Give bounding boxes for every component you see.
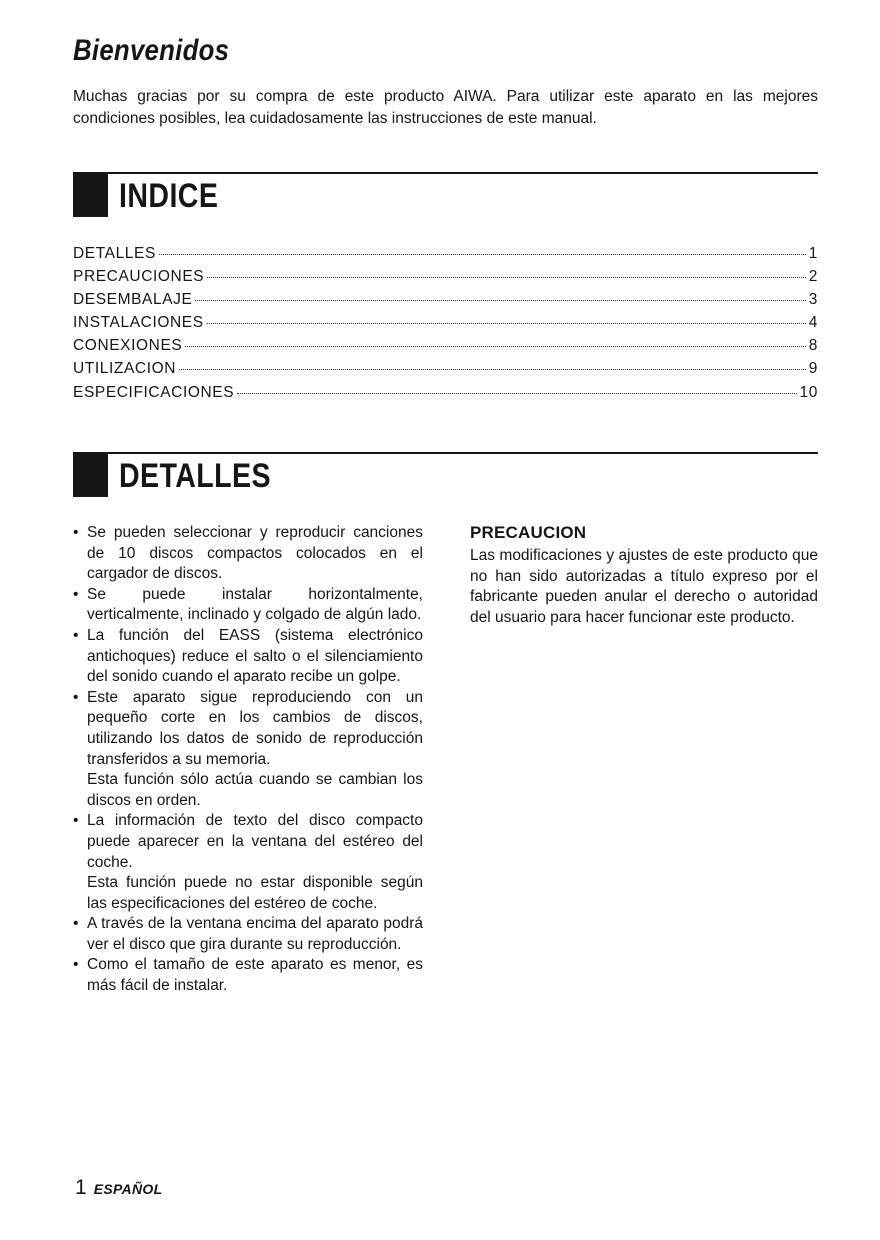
bullet-icon: • [73, 915, 79, 933]
bullet-icon: • [73, 524, 79, 541]
toc-entry-utilizacion[interactable] [73, 360, 818, 383]
page-number: 1 [75, 1176, 87, 1199]
toc-entry-page: 4 [808, 314, 818, 332]
feature-text: La función del EASS (sistema electrónico antichoques) reduce el salto o el silenciamiento del sonido cuando el aparato recibe un golpe. [87, 626, 423, 686]
welcome-title: Bienvenidos [73, 34, 230, 67]
toc-entry-label: PRECAUCIONES [73, 268, 205, 286]
bullet-icon: • [73, 956, 79, 974]
toc-entry-desembalaje[interactable] [73, 291, 818, 314]
welcome-text: Muchas gracias por su compra de este producto AIWA. Para utilizar este aparato en las mejores condiciones posibles, lea cuidadosamente las instrucciones de este manual. [73, 88, 818, 127]
toc-entry-page: 9 [808, 360, 818, 378]
index-rule [73, 172, 818, 174]
toc-entry-page: 8 [808, 337, 818, 355]
toc-leader-dots [185, 346, 805, 347]
toc-entry-especificaciones[interactable] [73, 384, 818, 407]
page-footer [75, 1176, 162, 1200]
caution-title: PRECAUCION [470, 523, 587, 542]
toc-entry-detalles[interactable] [73, 245, 818, 268]
list-item [73, 585, 423, 626]
table-of-contents [73, 245, 818, 407]
toc-entry-label: DETALLES [73, 245, 156, 262]
toc-entry-conexiones[interactable] [73, 337, 818, 360]
language-label: ESPAÑOL [93, 1181, 163, 1197]
list-item [73, 955, 423, 996]
feature-text: La información de texto del disco compacto puede aparecer en la ventana del estéreo del coche. [87, 812, 423, 871]
toc-entry-page: 2 [808, 268, 818, 286]
toc-entry-precauciones[interactable] [73, 268, 818, 291]
list-item [73, 523, 423, 585]
features-list [73, 523, 423, 997]
toc-leader-dots [237, 393, 796, 394]
toc-entry-label: DESEMBALAJE [73, 291, 193, 309]
bullet-icon: • [73, 626, 79, 644]
toc-entry-label: CONEXIONES [73, 337, 183, 355]
caution-text: Las modificaciones y ajustes de este producto que no han sido autorizadas a título expreso por el fabricante pueden anular el derecho o autoridad del usuario para hacer funcionar este producto. [470, 547, 818, 626]
bullet-icon: • [73, 812, 79, 830]
feature-text: Este aparato sigue reproduciendo con un pequeño corte en los cambios de discos, utilizando los datos de sonido de reproducción transferidos a su memoria. [87, 688, 423, 768]
feature-text: A través de la ventana encima del aparato podrá ver el disco que gira durante su reproducción. [87, 915, 423, 953]
toc-entry-page: 3 [808, 291, 818, 309]
bullet-icon: • [73, 585, 79, 603]
feature-note: Esta función sólo actúa cuando se cambian los discos en orden. [87, 771, 423, 809]
toc-entry-label: INSTALACIONES [73, 314, 204, 332]
details-title: DETALLES [119, 457, 271, 495]
toc-leader-dots [179, 369, 806, 370]
toc-entry-page: 10 [799, 383, 818, 401]
details-rule [73, 452, 818, 454]
toc-leader-dots [159, 254, 806, 255]
index-title: INDICE [119, 177, 219, 215]
bullet-icon: • [73, 688, 79, 706]
feature-text: Se pueden seleccionar y reproducir canciones de 10 discos compactos colocados en el cargador de discos. [87, 524, 423, 583]
list-item [73, 626, 423, 688]
list-item [73, 914, 423, 955]
toc-entry-page: 1 [808, 245, 818, 262]
list-item [73, 688, 423, 812]
index-heading-block [73, 173, 108, 217]
toc-entry-label: UTILIZACION [73, 360, 177, 378]
feature-text: Se puede instalar horizontalmente, verticalmente, inclinado y colgado de algún lado. [87, 585, 423, 624]
toc-entry-label: ESPECIFICACIONES [73, 383, 235, 401]
toc-leader-dots [195, 300, 805, 301]
feature-note: Esta función puede no estar disponible según las especificaciones del estéreo de coche. [87, 874, 423, 912]
details-heading-block [73, 453, 108, 497]
toc-leader-dots [207, 277, 806, 278]
feature-text: Como el tamaño de este aparato es menor, es más fácil de instalar. [87, 956, 423, 995]
toc-entry-instalaciones[interactable] [73, 314, 818, 337]
toc-leader-dots [207, 323, 806, 324]
list-item [73, 811, 423, 914]
